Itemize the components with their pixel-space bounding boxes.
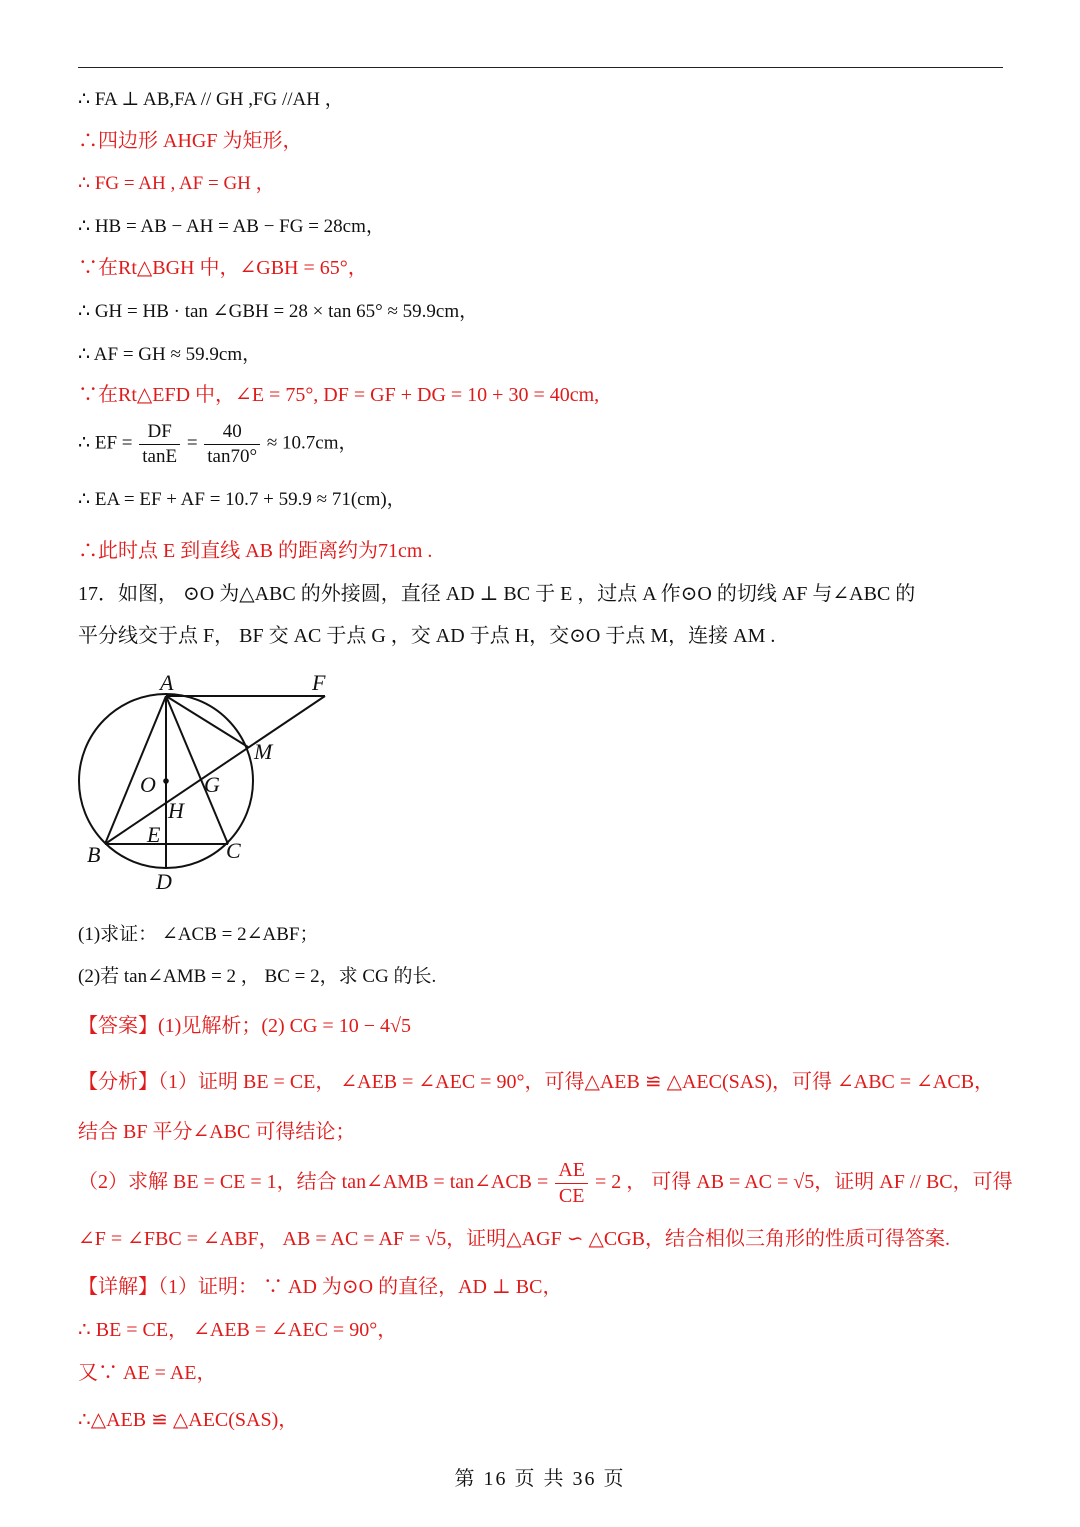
solution-line-5: ∵在Rt△BGH 中，∠GBH = 65°， [78,257,368,279]
solution-line-3: ∴ FG = AH , AF = GH ， [78,173,275,194]
label-f: F [312,670,326,695]
solution-line-6: ∴ GH = HB · tan ∠GBH = 28 × tan 65° ≈ 59.9cm， [78,301,479,322]
label-c: C [226,838,241,863]
analysis-line-2: 结合 BF 平分∠ABC 可得结论； [78,1121,356,1143]
question-part-1: (1)求证： ∠ACB = 2∠ABF； [78,924,319,945]
eq-prefix: ∴ EF = [78,432,133,454]
answer-line: 【答案】(1)见解析；(2) CG = 10 − 4√5 [78,1015,411,1037]
detail-line-4: ∴△AEB ≌ △AEC(SAS)， [78,1409,299,1431]
center-point-o [163,778,169,784]
detail-line-1: 【详解】（1）证明： ∵ AD 为⊙O 的直径，AD ⊥ BC， [78,1276,563,1298]
problem-17-line-2: 平分线交于点 F， BF 交 AC 于点 G ，交 AD 于点 H，交⊙O 于点 M，连接 AM . [78,625,776,647]
solution-line-8: ∵在Rt△EFD 中，∠E = 75°, DF = GF + DG = 10 + 30 = 40cm, [78,384,600,406]
solution-line-10: ∴ EA = EF + AF = 10.7 + 59.9 ≈ 71(cm)， [78,489,406,510]
solution-line-1: ∴ FA ⊥ AB,FA // GH ,FG //AH ， [78,89,344,110]
label-b: B [87,842,101,867]
detail-line-3: 又∵ AE = AE， [78,1362,217,1384]
fraction-denominator: tan70° [207,445,258,467]
fraction-40-tan70 [204,420,260,469]
analysis-line-1: 【分析】（1）证明 BE = CE， ∠AEB = ∠AEC = 90°，可得△AEB ≌ △AEC(SAS)，可得 ∠ABC = ∠ACB， [78,1071,995,1093]
analysis-suffix: = 2 ， 可得 AB = AC = √5，证明 AF // BC，可得 [594,1171,1013,1194]
fraction-numerator: 40 [204,420,260,445]
fraction-df-tane [139,420,180,469]
solution-line-9 [78,420,357,469]
label-o: O [140,772,156,797]
geometry-figure [70,668,340,896]
solution-line-7: ∴ AF = GH ≈ 59.9cm， [78,344,262,365]
question-part-2: (2)若 tan∠AMB = 2 ， BC = 2，求 CG 的长. [78,966,437,987]
detail-line-2: ∴ BE = CE， ∠AEB = ∠AEC = 90°， [78,1319,398,1341]
fraction-denominator: CE [558,1185,585,1207]
line-bf [105,696,325,844]
analysis-line-4: ∠F = ∠FBC = ∠ABF， AB = AC = AF = √5，证明△AGF ∽ △CGB，结合相似三角形的性质可得答案. [78,1228,950,1250]
fraction-numerator: DF [139,420,180,445]
fraction-numerator: AE [555,1158,588,1184]
label-a: A [160,670,174,695]
eq-sign: = [186,432,198,454]
label-h: H [168,798,184,823]
solution-line-4: ∴ HB = AB − AH = AB − FG = 28cm， [78,216,385,237]
solution-conclusion: ∴此时点 E 到直线 AB 的距离约为71cm . [78,540,433,562]
analysis-line-3 [78,1158,1013,1209]
analysis-prefix: （2）求解 BE = CE = 1，结合 tan∠AMB = tan∠ACB = [78,1171,549,1194]
solution-line-2: ∴四边形 AHGF 为矩形， [78,130,303,152]
eq-result: ≈ 10.7cm， [266,432,358,454]
header-rule [78,67,1003,68]
label-g: G [204,772,220,797]
fraction-denominator: tanE [142,445,178,467]
label-d: D [156,869,172,894]
fraction-ae-ce [555,1158,588,1209]
label-e: E [147,822,161,847]
label-m: M [254,739,273,764]
problem-17-line-1: 17．如图， ⊙O 为△ABC 的外接圆，直径 AD ⊥ BC 于 E ，过点 A 作⊙O 的切线 AF 与∠ABC 的 [78,583,916,605]
page-footer: 第 16 页 共 36 页 [454,1468,626,1490]
